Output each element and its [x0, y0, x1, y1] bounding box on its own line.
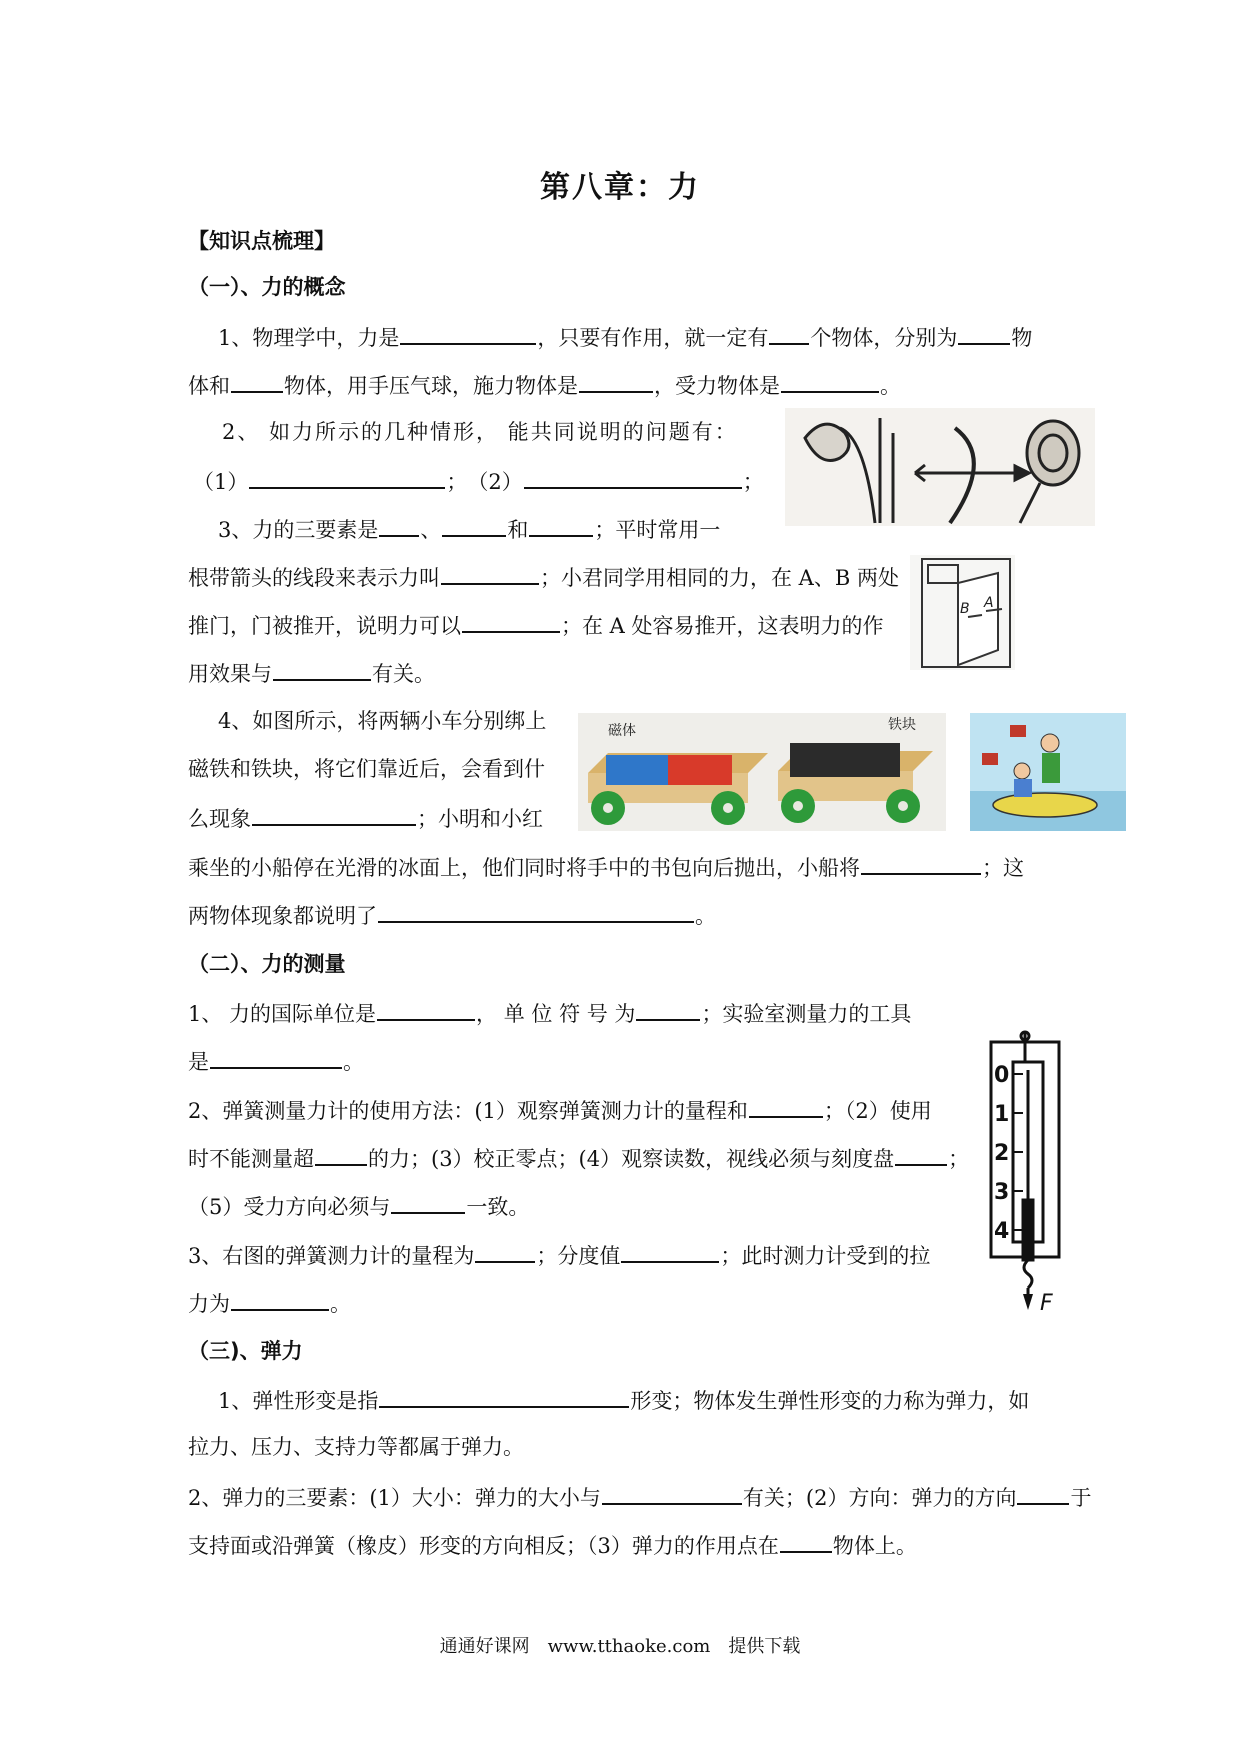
paragraph-line [218, 321, 1032, 353]
text: 支持面或沿弹簧（橡皮）形变的方向相反；（3）弹力的作用点在 [188, 1534, 779, 1558]
section-heading-concept: （一）、力的概念 [188, 275, 346, 299]
text: 、 [420, 518, 442, 542]
section-heading-measure: （二）、力的测量 [188, 952, 346, 976]
paragraph-line [188, 1481, 1091, 1513]
footer-text: 通通好课网 www.tthaoke.com 提供下载 [439, 1636, 801, 1657]
scale-tick-label: 4 [994, 1219, 1010, 1244]
answer-blank[interactable] [391, 1190, 465, 1214]
text: 乘坐的小船停在光滑的冰面上，他们同时将手中的书包向后抛出，小船将 [188, 856, 860, 880]
text: 。 [330, 1292, 351, 1316]
text: ， 单 位 符 号 为 [476, 1002, 636, 1026]
spring-scale-figure [983, 1030, 1077, 1310]
text: ；这 [982, 856, 1024, 880]
text: ；在 A 处容易推开，这表明力的作 [561, 614, 884, 638]
answer-blank[interactable] [378, 899, 694, 923]
text: 形变；物体发生弹性形变的力称为弹力，如 [630, 1389, 1030, 1413]
magnet-label: 磁体 [608, 723, 636, 739]
answer-blank[interactable] [621, 1239, 719, 1263]
text: ；小君同学用相同的力，在 A、B 两处 [540, 566, 899, 590]
text: ，受力物体是 [654, 374, 780, 398]
scale-tick-label: 2 [994, 1141, 1010, 1166]
paragraph-line [193, 465, 764, 497]
answer-blank[interactable] [1017, 1481, 1069, 1505]
paragraph-line [188, 802, 543, 834]
text: 2、弹力的三要素：(1）大小：弹力的大小与 [188, 1486, 601, 1510]
page-title: 第八章：力 [540, 170, 700, 205]
answer-blank[interactable] [315, 1142, 367, 1166]
text: 两物体现象都说明了 [188, 904, 377, 928]
paragraph-line [188, 1142, 969, 1174]
text: 1、 力的国际单位是 [188, 1002, 377, 1026]
text: 力为 [188, 1292, 230, 1316]
paragraph-line [188, 657, 435, 689]
text: 有关；(2）方向：弹力的方向 [742, 1486, 1017, 1510]
answer-blank[interactable] [441, 561, 539, 585]
paragraph-line [188, 1094, 932, 1126]
scale-tick-label: 3 [994, 1180, 1010, 1205]
text: 1、弹性形变是指 [218, 1389, 379, 1413]
text: ； [742, 470, 764, 494]
answer-blank[interactable] [475, 1239, 535, 1263]
text: ；实验室测量力的工具 [701, 1002, 912, 1026]
text: 推门，门被推开，说明力可以 [188, 614, 461, 638]
paragraph-line: 2、 如力所示的几种情形， 能共同说明的问题有： [222, 420, 738, 444]
answer-blank[interactable] [602, 1481, 742, 1505]
text: ；小明和小红 [417, 807, 543, 831]
force-label: F [1040, 1291, 1053, 1310]
label-b: B [960, 601, 970, 617]
answer-blank[interactable] [636, 997, 700, 1021]
scale-tick-label: 0 [994, 1063, 1010, 1088]
text: 物体上。 [832, 1534, 917, 1558]
answer-blank[interactable] [249, 465, 445, 489]
answer-blank[interactable] [895, 1142, 947, 1166]
text: 于 [1070, 1486, 1092, 1510]
paragraph-line [188, 1239, 930, 1271]
text: 根带箭头的线段来表示力叫 [188, 566, 440, 590]
paragraph-line [218, 513, 720, 545]
answer-blank[interactable] [958, 321, 1010, 345]
answer-blank[interactable] [579, 369, 653, 393]
text: ；此时测力计受到的拉 [720, 1244, 931, 1268]
text: 。 [695, 904, 716, 928]
scale-tick-label: 1 [994, 1102, 1010, 1127]
text: 时不能测量超 [188, 1147, 314, 1171]
carts-figure [578, 713, 946, 831]
text: （1） [193, 470, 249, 494]
text: 的力；(3）校正零点；(4）观察读数，视线必须与刻度盘 [368, 1147, 895, 1171]
text: 一致。 [466, 1195, 530, 1219]
answer-blank[interactable] [749, 1094, 823, 1118]
paragraph-line [188, 851, 1024, 883]
text: 1、物理学中，力是 [218, 326, 400, 350]
text: 是 [188, 1050, 209, 1074]
answer-blank[interactable] [524, 465, 742, 489]
text: 物 [1011, 326, 1033, 350]
iron-label: 铁块 [888, 717, 916, 733]
answer-blank[interactable] [529, 513, 593, 537]
text: 体和 [188, 374, 230, 398]
paragraph-line [188, 1287, 351, 1319]
answer-blank[interactable] [769, 321, 809, 345]
text: 用效果与 [188, 662, 272, 686]
text: ； （2） [446, 470, 523, 494]
force-examples-figure [785, 408, 1095, 526]
text: ；平时常用一 [594, 518, 721, 542]
paragraph-line [188, 369, 901, 401]
paragraph-line: 拉力、压力、支持力等都属于弹力。 [188, 1435, 524, 1459]
answer-blank[interactable] [400, 321, 536, 345]
boat-figure [970, 713, 1126, 831]
text: ，只要有作用，就一定有 [537, 326, 769, 350]
answer-blank[interactable] [231, 369, 283, 393]
paragraph-line [188, 899, 716, 931]
text: 3、力的三要素是 [218, 518, 379, 542]
text: ；（2）使用 [823, 1099, 932, 1123]
answer-blank[interactable] [252, 802, 416, 826]
text: 。 [880, 374, 901, 398]
answer-blank[interactable] [210, 1045, 342, 1069]
label-a: A [984, 595, 994, 611]
text: 个物体，分别为 [810, 326, 958, 350]
paragraph-line [188, 1529, 917, 1561]
text: 2、弹簧测量力计的使用方法：(1）观察弹簧测力计的量程和 [188, 1099, 748, 1123]
answer-blank[interactable] [379, 1384, 629, 1408]
paragraph-line: 磁铁和铁块，将它们靠近后，会看到什 [188, 757, 545, 781]
paragraph-line [188, 997, 911, 1029]
paragraph-line [188, 1045, 364, 1077]
paragraph-line [188, 609, 884, 641]
knowledge-heading: 【知识点梳理】 [188, 229, 335, 253]
answer-blank[interactable] [462, 609, 560, 633]
paragraph-line: 4、如图所示，将两辆小车分别绑上 [218, 709, 547, 733]
paragraph-line [188, 1190, 529, 1222]
answer-blank[interactable] [442, 513, 506, 537]
answer-blank[interactable] [781, 369, 879, 393]
door-figure [910, 555, 1015, 670]
text: 么现象 [188, 807, 251, 831]
answer-blank[interactable] [379, 513, 419, 537]
text: ； [948, 1147, 970, 1171]
text: 物体，用手压气球，施力物体是 [284, 374, 578, 398]
text: 3、右图的弹簧测力计的量程为 [188, 1244, 475, 1268]
section-heading-elastic: （三)、弹力 [188, 1339, 303, 1363]
answer-blank[interactable] [273, 657, 371, 681]
answer-blank[interactable] [377, 997, 475, 1021]
answer-blank[interactable] [780, 1529, 832, 1553]
text: （5）受力方向必须与 [188, 1195, 391, 1219]
text: 。 [343, 1050, 364, 1074]
paragraph-line [188, 561, 899, 593]
text: ；分度值 [536, 1244, 621, 1268]
text: 有关。 [372, 662, 435, 686]
answer-blank[interactable] [861, 851, 981, 875]
paragraph-line [218, 1384, 1029, 1416]
answer-blank[interactable] [231, 1287, 329, 1311]
text: 和 [507, 518, 529, 542]
